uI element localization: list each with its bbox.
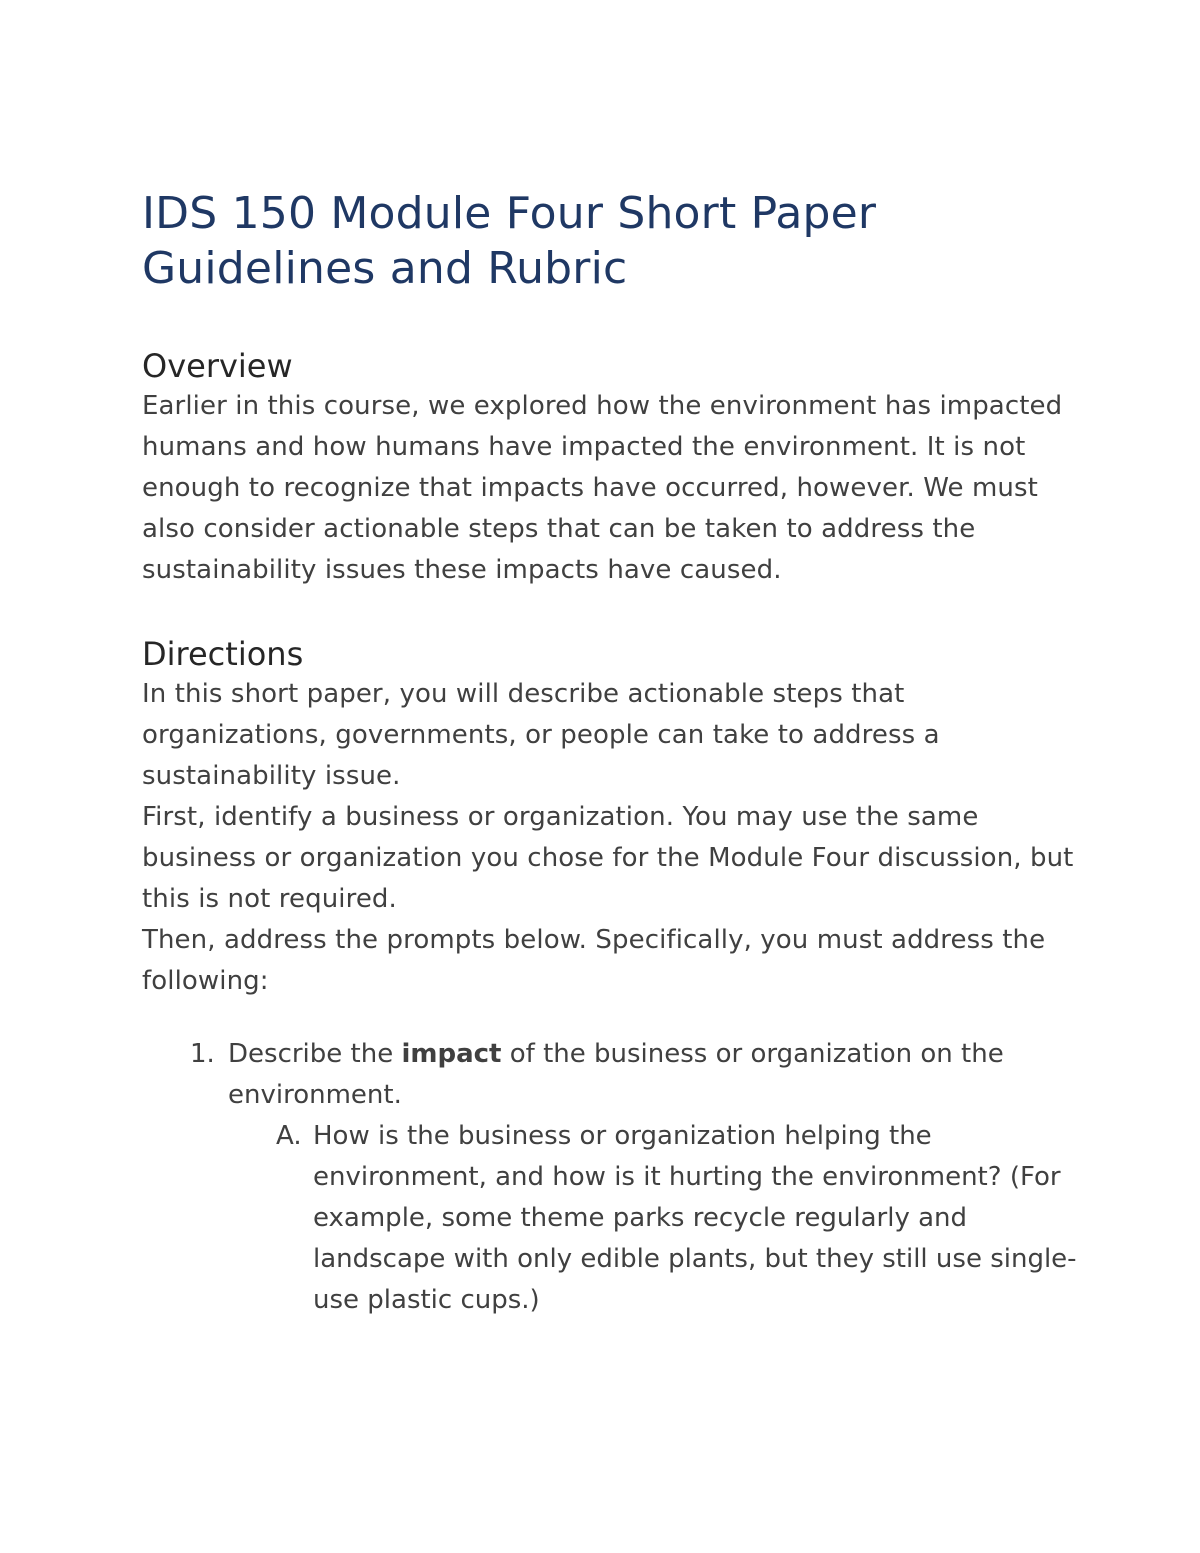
directions-paragraph-2: First, identify a business or organization. You may use the same business or organization you chose for the Module Four discussion, but this is not required. [142, 802, 1074, 914]
prompt-list [142, 1034, 1082, 1321]
document-title [142, 186, 1082, 296]
sub-prompt-text: How is the business or organization helping the environment, and how is it hurting the environment? (For example, some theme parks recycle regularly and landscape with only edible plants, but they still use single-use plastic cups.) [313, 1121, 1077, 1315]
title-line-2: Guidelines and Rubric [142, 243, 628, 294]
sub-prompt-list [228, 1116, 1082, 1321]
prompt-text-before: Describe the [228, 1039, 402, 1069]
title-line-1: IDS 150 Module Four Short Paper [142, 188, 877, 239]
sub-prompt-letter: A. [276, 1121, 302, 1151]
directions-heading: Directions [142, 635, 304, 673]
overview-paragraph: Earlier in this course, we explored how the environment has impacted humans and how humans have impacted the environment. It is not enough to recognize that impacts have occurred, however. We must also consider actionable steps that can be taken to address the sustainability issues these impacts have caused. [142, 391, 1063, 585]
prompt-number: 1. [190, 1039, 215, 1069]
overview-heading: Overview [142, 347, 293, 385]
sub-prompt-item [228, 1116, 1082, 1321]
prompt-bold-term: impact [401, 1039, 502, 1069]
prompt-item [142, 1034, 1082, 1321]
directions-paragraph-1: In this short paper, you will describe actionable steps that organizations, governments, or people can take to address a sustainability issue. [142, 679, 940, 791]
prompt-text-after: of the business or organization on the environment. [228, 1039, 1004, 1110]
document-page [142, 186, 1082, 1321]
directions-paragraph-3: Then, address the prompts below. Specifically, you must address the following: [142, 925, 1046, 996]
